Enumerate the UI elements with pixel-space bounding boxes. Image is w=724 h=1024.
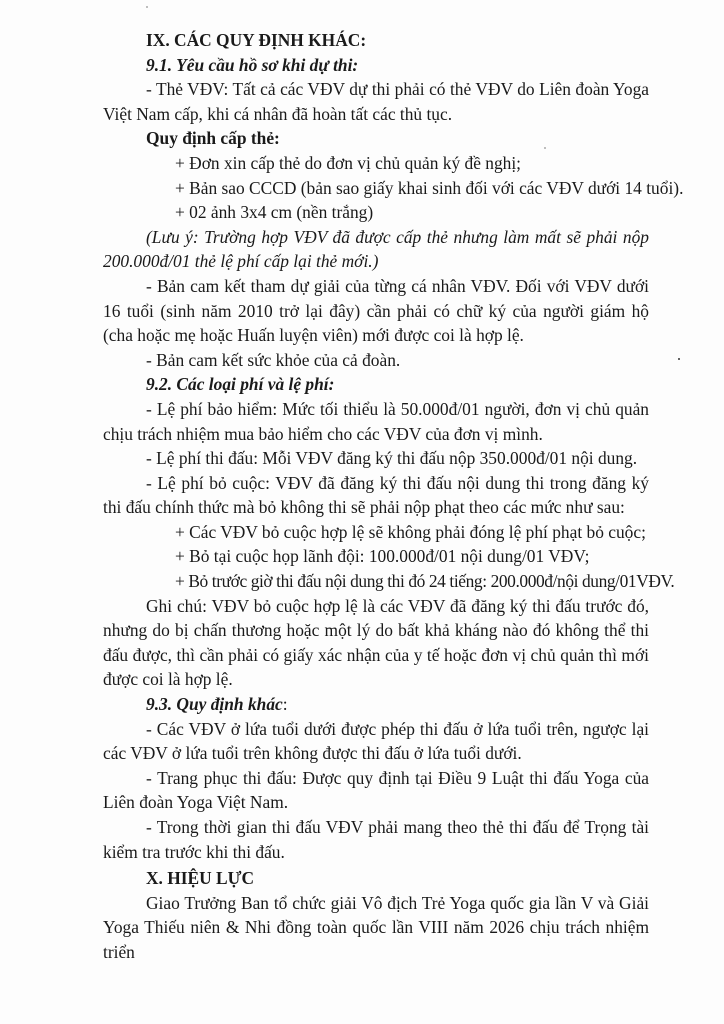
subsection-heading-9-2: 9.2. Các loại phí và lệ phí: bbox=[146, 374, 335, 395]
scan-speck bbox=[146, 6, 148, 8]
section-heading-ix: IX. CÁC QUY ĐỊNH KHÁC: bbox=[146, 30, 367, 50]
card-rule-item: + Bản sao CCCD (bản sao giấy khai sinh đối với các VĐV dưới 14 tuổi). bbox=[175, 177, 684, 198]
subsection-heading-9-3-text: 9.3. Quy định khác bbox=[146, 694, 283, 715]
paragraph-attire: - Trang phục thi đấu: Được quy định tại Điều 9 Luật thi đấu Yoga của Liên đoàn Yoga Việt Nam. bbox=[103, 767, 649, 813]
paragraph-health-commitment: - Bản cam kết sức khỏe của cả đoàn. bbox=[146, 349, 401, 370]
card-note: (Lưu ý: Trường hợp VĐV đã được cấp thẻ nhưng làm mất sẽ phải nộp 200.000đ/01 thẻ lệ phí cấp lại thẻ mới.) bbox=[103, 226, 649, 272]
penalty-item: + Bỏ trước giờ thi đấu nội dung thi đó 24 tiếng: 200.000đ/nội dung/01VĐV. bbox=[175, 571, 675, 592]
paragraph-competition-fee: - Lệ phí thi đấu: Mỗi VĐV đăng ký thi đấu nộp 350.000đ/01 nội dung. bbox=[146, 448, 638, 469]
penalty-item: + Bỏ tại cuộc họp lãnh đội: 100.000đ/01 nội dung/01 VĐV; bbox=[175, 546, 590, 567]
paragraph-withdrawal-fee: - Lệ phí bỏ cuộc: VĐV đã đăng ký thi đấu nội dung thi trong đăng ký thi đấu chính thức mà bỏ không thi sẽ phải nộp phạt theo các mức như sau: bbox=[103, 472, 649, 518]
card-rules-heading: Quy định cấp thẻ: bbox=[146, 128, 280, 149]
paragraph-effect: Giao Trưởng Ban tổ chức giải Vô địch Trẻ Yoga quốc gia lần V và Giải Yoga Thiếu niên & Nhi đồng toàn quốc lần VIII năm 2026 chịu trách nhiệm triển bbox=[103, 892, 649, 962]
paragraph-commitment: - Bản cam kết tham dự giải của từng cá nhân VĐV. Đối với VĐV dưới 16 tuổi (sinh năm 2010 trở lại đây) cần phải có chữ ký của người giám hộ (cha hoặc mẹ hoặc Huấn luyện viên) mới được coi là hợp lệ. bbox=[103, 275, 649, 346]
scan-speck bbox=[678, 358, 680, 360]
paragraph-insurance-fee: - Lệ phí bảo hiểm: Mức tối thiểu là 50.000đ/01 người, đơn vị chủ quản chịu trách nhiệm mua bảo hiểm cho các VĐV của đơn vị mình. bbox=[103, 398, 649, 444]
withdrawal-note: Ghi chú: VĐV bỏ cuộc hợp lệ là các VĐV đã đăng ký thi đấu trước đó, nhưng do bị chấn thương hoặc một lý do bất khả kháng nào đó không thể thi đấu được, thì cần phải có giấy xác nhận của y tế hoặc đơn vị chủ quản thì mới được coi là hợp lệ. bbox=[103, 595, 649, 690]
penalty-item: + Các VĐV bỏ cuộc hợp lệ sẽ không phải đóng lệ phí phạt bỏ cuộc; bbox=[175, 521, 646, 542]
card-rule-item: + Đơn xin cấp thẻ do đơn vị chủ quản ký đề nghị; bbox=[175, 152, 522, 173]
subsection-heading-9-3 bbox=[103, 692, 649, 717]
section-heading-x: X. HIỆU LỰC bbox=[146, 868, 255, 889]
paragraph-athlete-card: - Thẻ VĐV: Tất cả các VĐV dự thi phải có thẻ VĐV do Liên đoàn Yoga Việt Nam cấp, khi cá nhân đã hoàn tất các thủ tục. bbox=[103, 79, 649, 124]
paragraph-age-groups: - Các VĐV ở lứa tuổi dưới được phép thi đấu ở lứa tuổi trên, ngược lại các VĐV ở lứa tuổi trên không được thi đấu ở lứa tuổi dưới. bbox=[103, 718, 649, 764]
document-page bbox=[103, 28, 684, 965]
card-rule-item: + 02 ảnh 3x4 cm (nền trắng) bbox=[175, 202, 374, 223]
subsection-heading-9-1: 9.1. Yêu cầu hồ sơ khi dự thi: bbox=[146, 54, 359, 75]
heading-colon: : bbox=[282, 694, 288, 715]
paragraph-card-check: - Trong thời gian thi đấu VĐV phải mang theo thẻ thi đấu để Trọng tài kiểm tra trước khi thi đấu. bbox=[103, 817, 649, 862]
